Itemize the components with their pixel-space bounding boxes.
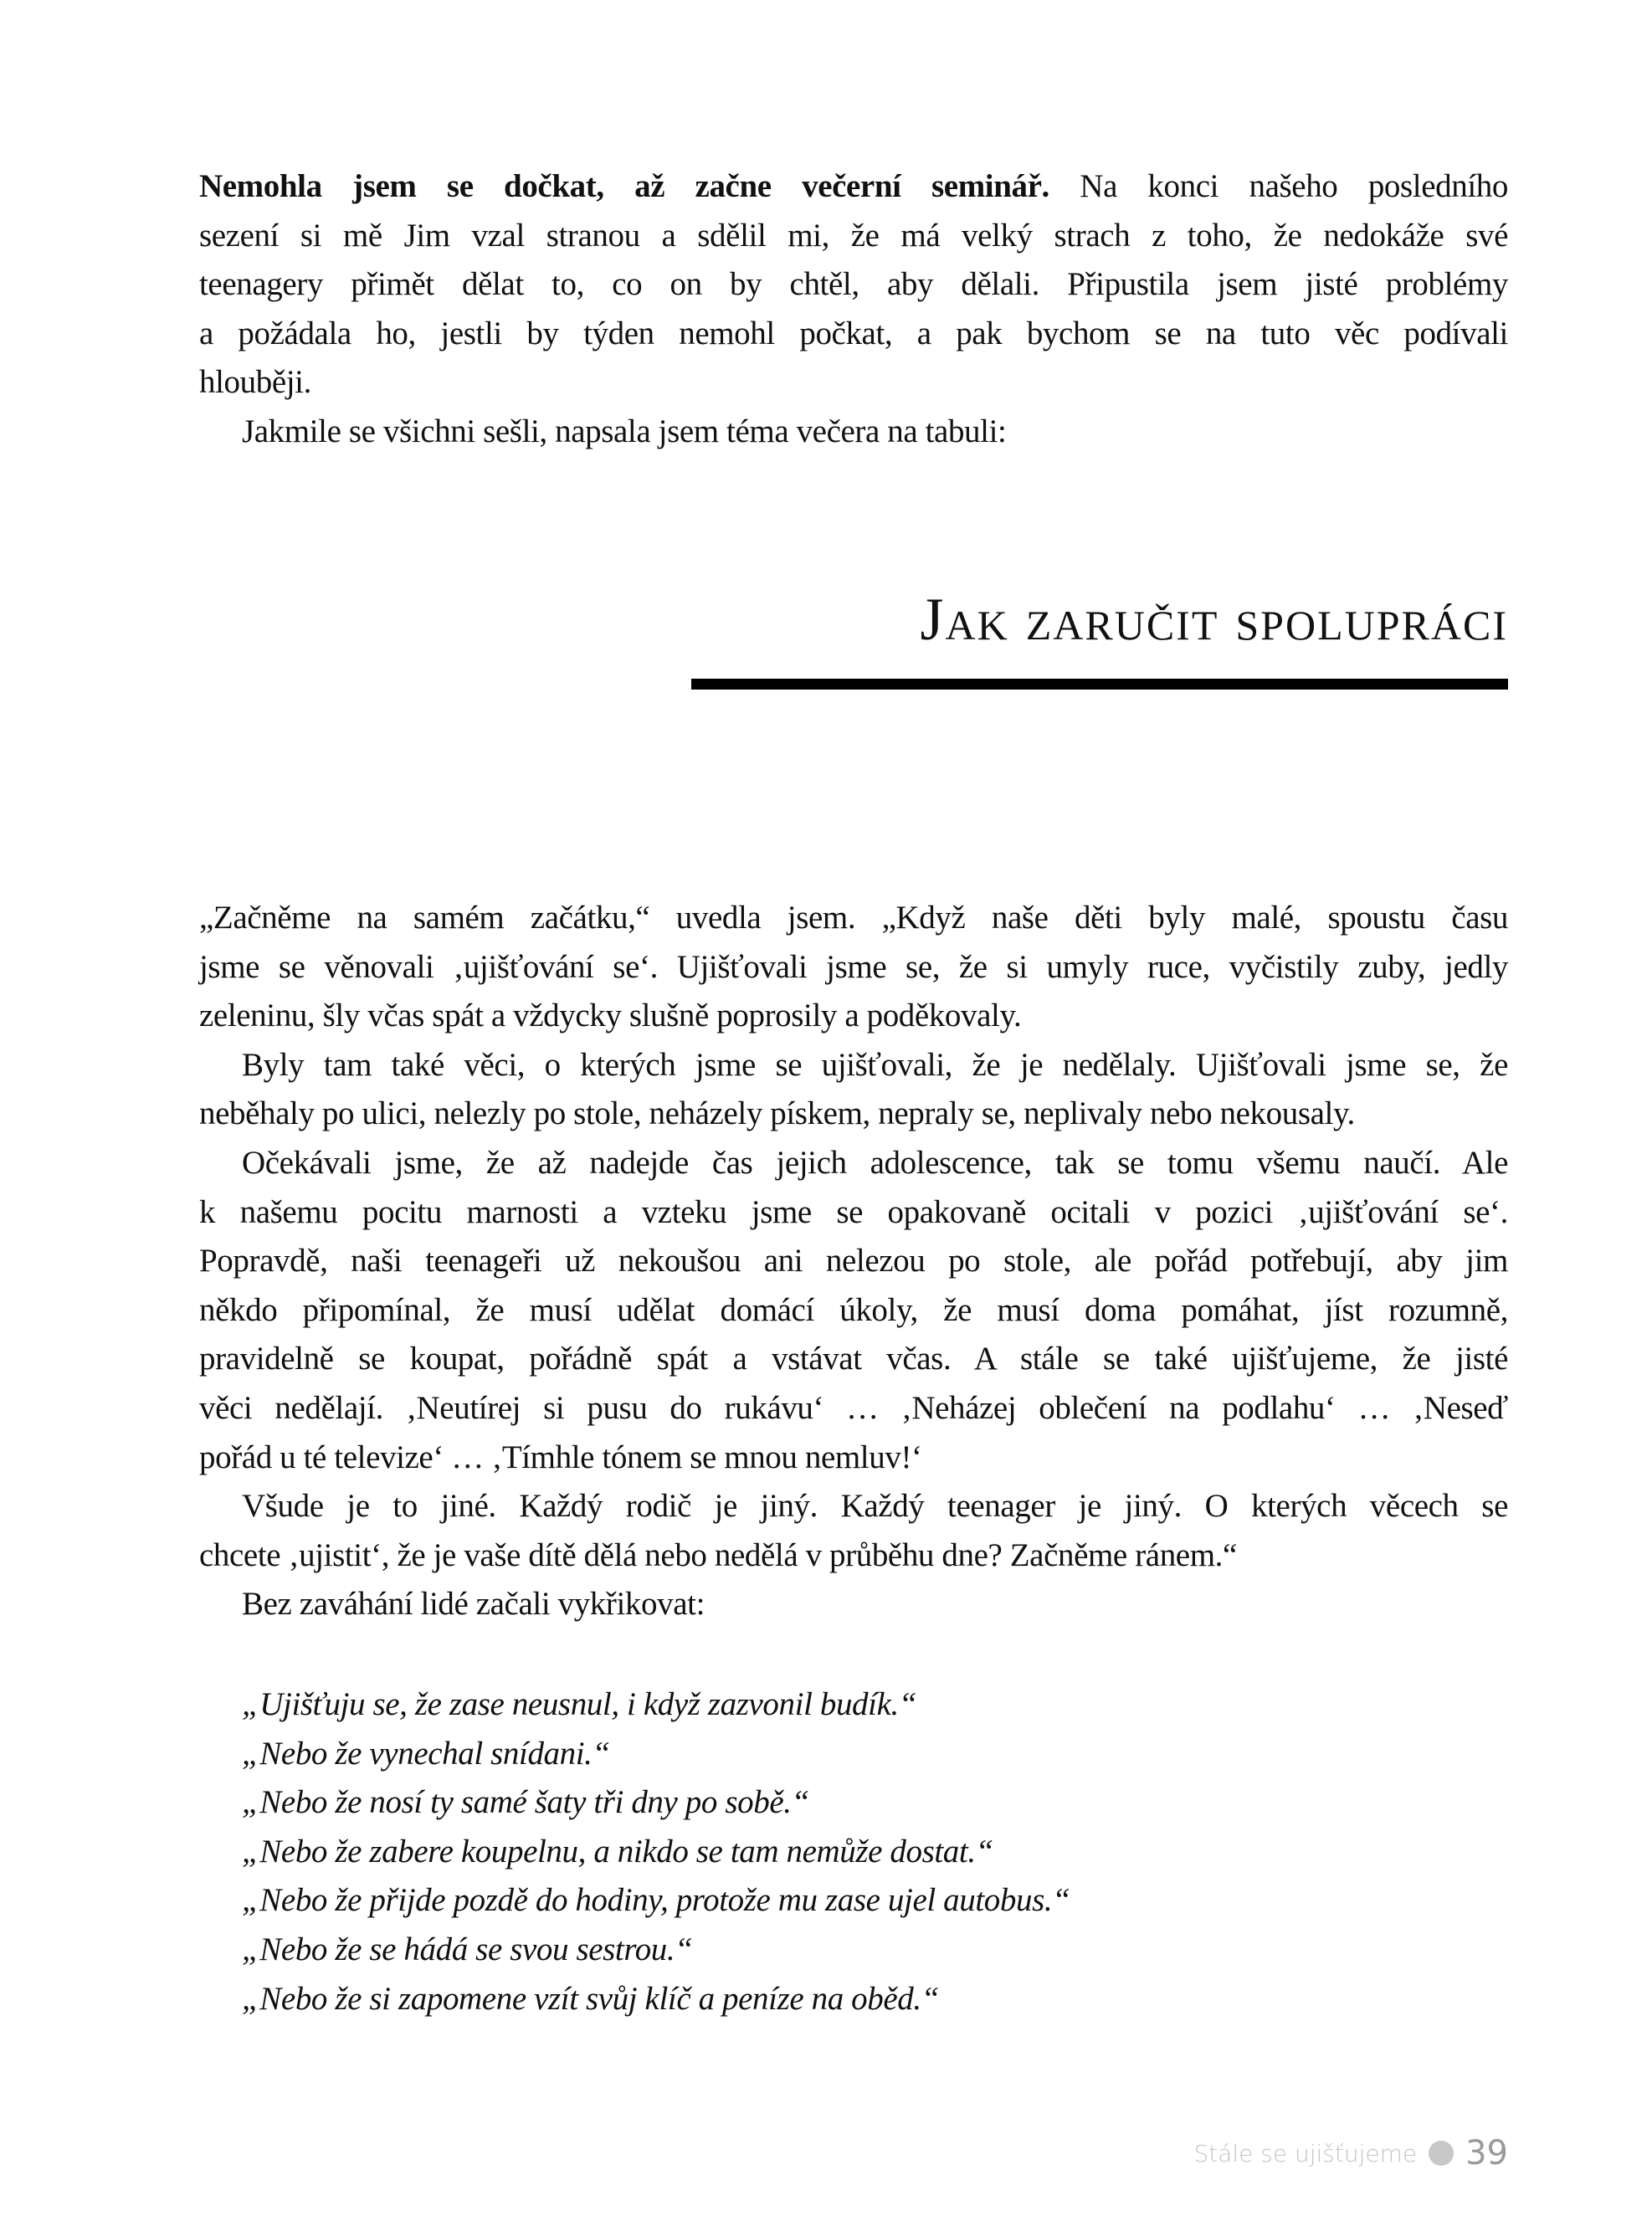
intro-paragraphs [199,162,1508,457]
text-line: a požádala ho, jestli by týden nemohl počkat, a pak bychom se na tuto věc podívali [199,315,1508,351]
quote-item: „Nebo že nosí ty samé šaty tři dny po sobě.“ [242,1784,809,1821]
heading-rule [691,679,1508,690]
text-line: neběhaly po ulici, nelezly po stole, neházely pískem, nepraly se, neplivaly nebo nekousaly. [199,1095,1355,1132]
running-footer-title: Stále se ujišťujeme [1193,2139,1418,2167]
text-line: věci nedělají. ‚Neutírej si pusu do rukávu‘ … ‚Neházej oblečení na podlahu‘ … ‚Neseď [199,1389,1508,1426]
text-line: Očekávali jsme, že až nadejde čas jejich adolescence, tak se tomu všemu naučí. Ale [242,1144,1508,1181]
text-line: k našemu pocitu marnosti a vzteku jsme se opakovaně ocitali v pozici ‚ujišťování se‘. [199,1193,1508,1230]
quote-item: „Nebo že se hádá se svou sestrou.“ [242,1931,693,1967]
text-line: sezení si mě Jim vzal stranou a sdělil mi, že má velký strach z toho, že nedokáže své [199,217,1508,254]
section-heading: Jak zaručit spolupráci [920,586,1508,653]
text-line: teenagery přimět dělat to, co on by chtěl, aby dělali. Připustila jsem jisté problémy [199,266,1508,303]
text-line: pořád u té televize‘ … ‚Tímhle tónem se mnou nemluv!‘ [199,1439,922,1475]
page-number: 39 [1465,2134,1508,2172]
quote-item: „Ujišťuju se, že zase neusnul, i když zazvonil budík.“ [242,1686,917,1722]
page-footer [1193,2132,1508,2174]
quote-item: „Nebo že přijde pozdě do hodiny, protože mu zase ujel autobus.“ [242,1882,1070,1919]
text-line: zeleninu, šly včas spát a vždycky slušně poprosily a poděkovaly. [199,998,1022,1034]
quote-item: „Nebo že vynechal snídani.“ [242,1735,610,1772]
text-line: Všude je to jiné. Každý rodič je jiný. Každý teenager je jiný. O kterých věcech se [242,1488,1508,1525]
body-paragraphs [199,894,1508,1629]
text-line: hlouběji. [199,364,311,401]
text-line: jsme se věnovali ‚ujišťování se‘. Ujišťovali jsme se, že si umyly ruce, vyčistily zuby, jedly [199,948,1508,985]
text-line: někdo připomínal, že musí udělat domácí úkoly, že musí doma pomáhat, jíst rozumně, [199,1291,1508,1328]
text-line: pravidelně se koupat, pořádně spát a vstávat včas. A stále se také ujišťujeme, že jisté [199,1341,1508,1377]
text-line: Jakmile se všichni sešli, napsala jsem téma večera na tabuli: [242,413,1007,449]
quote-item: „Nebo že si zapomene vzít svůj klíč a peníze na oběd.“ [242,1980,940,2017]
quote-list [242,1680,1330,2023]
text-line: Bez zaváhání lidé začali vykřikovat: [242,1586,705,1623]
text-line: chcete ‚ujistit‘, že je vaše dítě dělá nebo nedělá v průběhu dne? Začněme ránem.“ [199,1536,1237,1573]
text-line [199,162,1508,212]
quote-item: „Nebo že zabere koupelnu, a nikdo se tam nemůže dostat.“ [242,1833,993,1870]
lead-in-bold: Nemohla jsem se dočkat, až začne večerní seminář. [199,168,1049,204]
footer-dot-icon [1429,2141,1454,2166]
text-line: Byly tam také věci, o kterých jsme se ujišťovali, že je nedělaly. Ujišťovali jsme se, že [242,1046,1508,1083]
line-text: Na konci našeho posledního [1049,168,1508,204]
text-line: Popravdě, naši teenageři už nekoušou ani nelezou po stole, ale pořád potřebují, aby jim [199,1243,1508,1280]
text-line: „Začněme na samém začátku,“ uvedla jsem. „Když naše děti byly malé, spoustu času [199,900,1508,936]
